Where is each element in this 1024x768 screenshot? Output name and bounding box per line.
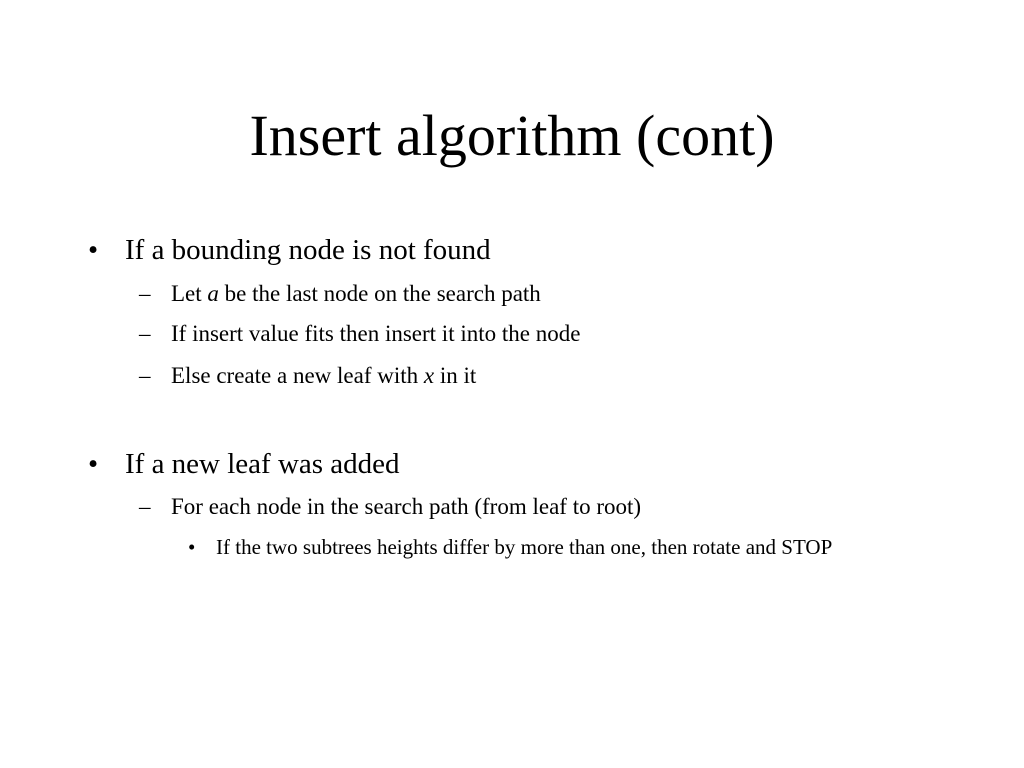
sub-bullet-text-pre: Let: [171, 281, 208, 306]
sub-bullet-text-pre: Else create a new leaf with: [171, 363, 424, 388]
bullet-marker: •: [88, 448, 99, 480]
sub-bullet-text-post: in it: [434, 363, 477, 388]
dash-marker: –: [139, 321, 151, 346]
bullet-text: If a new leaf was added: [125, 448, 400, 480]
bullet-marker: •: [188, 535, 196, 559]
slide-title: Insert algorithm (cont): [249, 103, 775, 168]
sub-sub-bullet-text: If the two subtrees heights differ by more than one, then rotate and STOP: [216, 535, 833, 559]
dash-marker: –: [139, 363, 151, 388]
sub-bullet-text: [171, 279, 541, 309]
variable-x: x: [423, 363, 435, 388]
bullet-text: If a bounding node is not found: [125, 234, 491, 266]
bullet-marker: •: [88, 234, 99, 266]
sub-bullet-text: [171, 361, 476, 391]
sub-bullet-text: For each node in the search path (from leaf to root): [171, 494, 642, 519]
dash-marker: –: [139, 281, 151, 306]
dash-marker: –: [139, 494, 151, 519]
variable-a: a: [207, 281, 219, 306]
sub-bullet-text: If insert value fits then insert it into the node: [171, 321, 581, 346]
sub-bullet-text-post: be the last node on the search path: [218, 281, 541, 306]
